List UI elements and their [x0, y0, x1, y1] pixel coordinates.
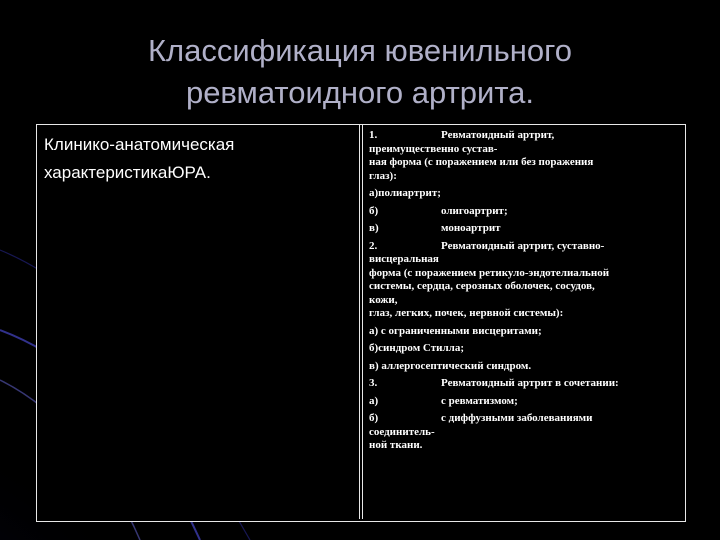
item-1-sub-b-key: б) — [369, 204, 379, 217]
left-cell-line-2: характеристикаЮРА. — [44, 163, 211, 182]
item-2-title: Ревматоидный артрит, суставно- — [441, 239, 605, 252]
item-2-line-4: системы, сердца, серозных оболочек, сосудов, — [369, 280, 595, 292]
item-3-sub-a-value: с ревматизмом; — [441, 394, 518, 407]
item-2-line-3: форма (с поражением ретикуло-эндотелиальной — [369, 266, 610, 279]
item-3-sub-b-line-2: соединитель- — [369, 425, 435, 438]
item-1-sub-a: а)полиартрит; — [369, 187, 441, 199]
item-1-title: Ревматоидный артрит, — [441, 129, 555, 141]
item-1-line-3: ная форма (с поражением или без поражения — [369, 156, 594, 168]
item-1-sub-b-value: олигоартрит; — [441, 204, 508, 217]
item-3-sub-b-key: б) — [369, 412, 379, 424]
classification-table — [36, 124, 686, 522]
item-3-sub-b — [369, 412, 681, 426]
item-2-sub-b: б)синдром Стилла; — [369, 342, 464, 354]
left-cell-text — [44, 131, 344, 187]
right-cell-text — [369, 129, 681, 453]
table-cell-right — [362, 125, 684, 519]
item-1-sub-b — [369, 205, 681, 219]
item-1-line-2: преимущественно сустав- — [369, 142, 498, 155]
item-2-line-5: кожи, — [369, 293, 398, 306]
item-3-heading — [369, 377, 681, 391]
slide-title — [60, 30, 660, 114]
slide-title-line-2: ревматоидного артрита. — [185, 75, 535, 110]
item-1-sub-v-key: в) — [369, 222, 379, 234]
item-3-title: Ревматоидный артрит в сочетании: — [441, 377, 619, 389]
slide-title-line-1: Классификация ювенильного — [148, 33, 572, 68]
item-3-sub-b-value: с диффузными заболеваниями — [441, 412, 593, 424]
item-2-line-6: глаз, легких, почек, нервной системы): — [369, 307, 564, 319]
item-3-sub-b-line-3: ной ткани. — [369, 439, 423, 451]
item-2-heading — [369, 240, 681, 254]
item-3-sub-a-key: а) — [369, 394, 379, 407]
item-2-sub-v: в) аллергосептический синдром. — [369, 359, 532, 372]
left-cell-line-1: Клинико-анатомическая — [44, 135, 235, 154]
item-2-sub-a: а) с ограниченными висцеритами; — [369, 324, 542, 337]
item-2-line-2: висцеральная — [369, 253, 439, 265]
item-2-number: 2. — [369, 239, 378, 252]
item-1-number: 1. — [369, 129, 378, 141]
item-1-heading — [369, 129, 681, 143]
table-cell-left — [37, 125, 360, 519]
item-1-sub-v-value: моноартрит — [441, 222, 501, 234]
item-1-sub-v — [369, 222, 681, 236]
item-3-sub-a — [369, 395, 681, 409]
item-3-number: 3. — [369, 377, 378, 389]
item-1-line-4: глаз): — [369, 169, 397, 182]
